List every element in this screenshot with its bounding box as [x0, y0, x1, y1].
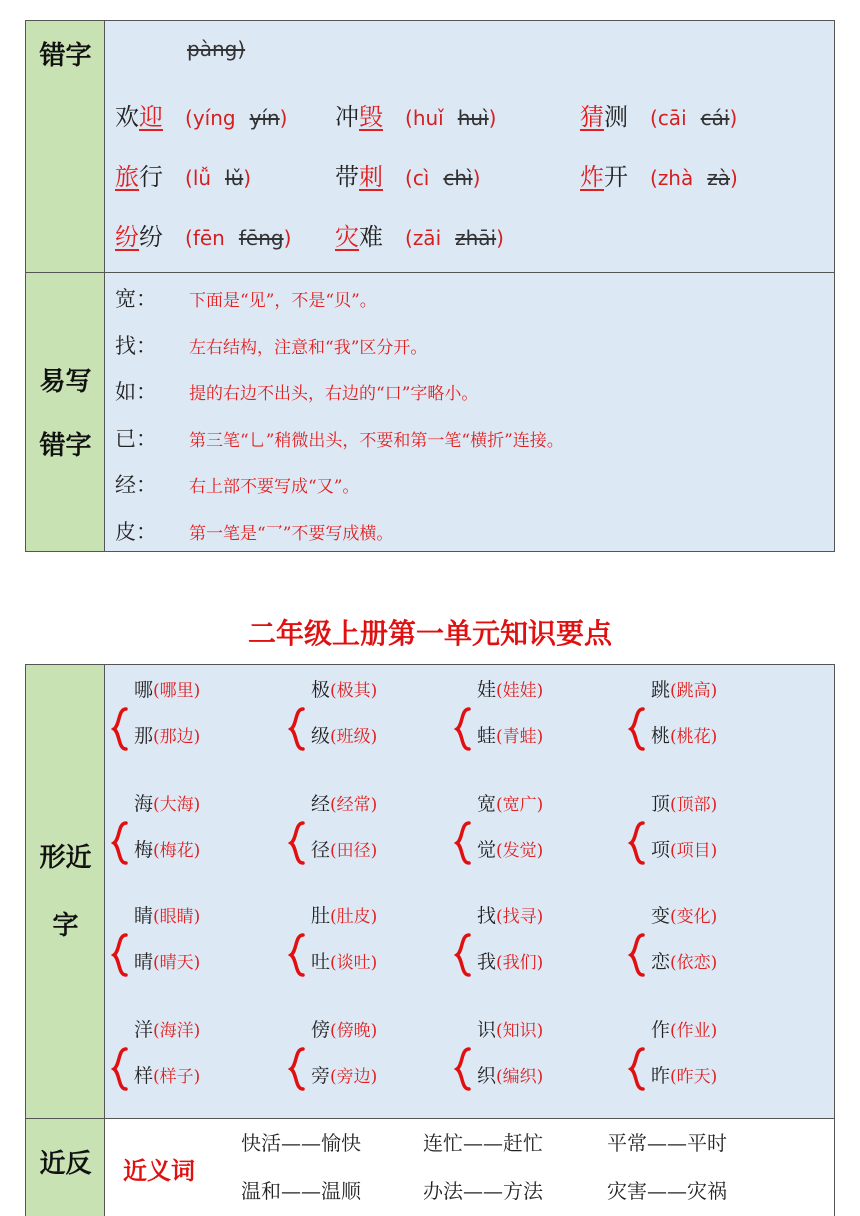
similar-char-pair: [110, 789, 280, 859]
char-a-word: (变化): [670, 907, 718, 927]
similar-char-a: [651, 675, 717, 702]
pinyin-close: ): [496, 226, 504, 250]
synonym-pair: 连忙——赶忙: [423, 1131, 543, 1155]
pinyin-correct: cì: [412, 166, 430, 190]
word-highlight: 灾: [335, 223, 359, 251]
pinyin-wrong: yín: [249, 106, 280, 130]
similar-char-pair: [453, 901, 623, 971]
similar-char-b: [651, 1061, 717, 1088]
char-a-word: (跳高): [670, 681, 718, 701]
word-plain: 难: [359, 223, 383, 251]
char-a-word: (知识): [496, 1021, 544, 1041]
easy-wrong-note: 第三笔“乚”稍微出头，不要和第一笔“横折”连接。: [189, 430, 564, 451]
wrong-char-word: [115, 223, 163, 251]
similar-char-pair: [627, 901, 797, 971]
similar-char-a: [134, 675, 200, 702]
wrong-char-word: [115, 103, 163, 131]
char-a-word: (大海): [153, 795, 201, 815]
curly-brace-icon: [110, 821, 130, 865]
char-b-word: (项目): [670, 841, 718, 861]
pinyin-correct: zāi: [412, 226, 442, 250]
synonym-pair: 办法——方法: [423, 1179, 543, 1203]
pinyin-open: (: [650, 166, 658, 190]
char-b-word: (晴天): [153, 953, 201, 973]
similar-char-a: [651, 789, 717, 816]
similar-char-a: [311, 901, 377, 928]
word-highlight: 纷: [115, 223, 139, 251]
easy-wrong-char: 如：: [115, 380, 157, 404]
char-b: 觉: [477, 839, 497, 861]
easy-wrong-note: 下面是“见”，不是“贝”。: [189, 291, 377, 311]
char-a: 作: [651, 1019, 671, 1041]
curly-brace-icon: [453, 1047, 473, 1091]
pinyin-open: (: [650, 106, 658, 130]
pinyin-group: [185, 166, 251, 190]
word-plain: 冲: [335, 103, 359, 131]
easy-wrong-char: 宽：: [115, 287, 157, 311]
char-b-word: (班级): [330, 727, 378, 747]
wrong-char-entry: [115, 157, 251, 192]
similar-char-a: [134, 1015, 200, 1042]
word-plain: 纷: [139, 223, 163, 251]
word-plain: 带: [335, 163, 359, 191]
char-b: 样: [134, 1065, 154, 1087]
pinyin-wrong: fēng: [238, 226, 284, 250]
similar-char-pair: [627, 675, 797, 745]
char-b-word: (昨天): [670, 1067, 718, 1087]
similar-char-b: [134, 721, 200, 748]
char-b: 径: [311, 839, 331, 861]
easy-wrong-char: 经：: [115, 473, 157, 497]
char-b: 织: [477, 1065, 497, 1087]
synonym-pair: 快活——愉快: [241, 1131, 361, 1155]
similar-char-pair: [287, 675, 457, 745]
char-a-word: (肚皮): [330, 907, 378, 927]
curly-brace-icon: [453, 821, 473, 865]
pinyin-close: ): [279, 106, 288, 130]
char-a-word: (宽广): [496, 795, 544, 815]
similar-chars-label-1: 形近: [39, 843, 92, 873]
char-b: 旁: [311, 1065, 331, 1087]
page-title: 二年级上册第一单元知识要点: [247, 617, 612, 650]
wrong-char-word: [335, 223, 383, 251]
wrong-char-word: [115, 163, 163, 191]
char-a: 娃: [477, 679, 497, 701]
char-b-word: (桃花): [670, 727, 718, 747]
easy-wrong-char: 找：: [115, 333, 157, 358]
similar-char-pair: [453, 1015, 623, 1085]
top-pinyin: [187, 37, 245, 61]
char-b: 梅: [134, 839, 154, 861]
char-a: 宽: [477, 793, 497, 815]
wrong-char-entry: [335, 97, 496, 132]
pinyin-correct: lǚ: [192, 166, 212, 190]
similar-char-a: [311, 789, 377, 816]
word-highlight: 炸: [580, 163, 604, 191]
synonym-label-cell: [26, 1119, 105, 1216]
pinyin-wrong: chì: [443, 166, 473, 190]
similar-char-a: [651, 901, 717, 928]
char-a-word: (经常): [330, 795, 378, 815]
char-b: 昨: [651, 1065, 671, 1087]
curly-brace-icon: [453, 707, 473, 751]
easy-wrong-note: 第一笔是“乛”不要写成横。: [189, 523, 394, 544]
pinyin-group: [650, 106, 737, 130]
char-b: 级: [311, 725, 331, 747]
pinyin-close: ): [283, 226, 292, 250]
similar-char-pair: [110, 901, 280, 971]
similar-char-b: [311, 835, 377, 862]
synonym-pair: 平常——平时: [607, 1131, 727, 1155]
pinyin-group: [185, 226, 291, 250]
wrong-char-entry: [335, 217, 504, 252]
word-highlight: 迎: [139, 103, 163, 131]
pinyin-open: (: [405, 106, 413, 130]
easy-wrong-char: 皮：: [115, 519, 157, 544]
similar-char-b: [311, 721, 377, 748]
synonym-body: [105, 1119, 834, 1216]
easy-wrong-note: 右上部不要写成“又”。: [189, 477, 360, 497]
char-b: 吐: [311, 951, 331, 973]
curly-brace-icon: [287, 821, 307, 865]
char-b: 那: [134, 725, 154, 747]
similar-char-pair: [287, 1015, 457, 1085]
char-a-word: (找寻): [496, 907, 544, 927]
char-b-word: (那边): [153, 727, 201, 747]
char-a: 极: [311, 679, 331, 701]
similar-char-b: [134, 1061, 200, 1088]
similar-char-b: [477, 1061, 543, 1088]
word-highlight: 猜: [580, 103, 604, 131]
similar-char-b: [477, 947, 543, 974]
char-a-word: (极其): [330, 681, 378, 701]
easy-wrong-table: [25, 272, 835, 552]
char-b-word: (我们): [496, 953, 544, 973]
char-a: 顶: [651, 793, 671, 815]
similar-char-b: [651, 835, 717, 862]
synonym-table: [25, 1118, 835, 1216]
curly-brace-icon: [110, 1047, 130, 1091]
easy-wrong-note: 提的右边不出头，右边的“口”字略小。: [189, 384, 479, 404]
word-plain: 开: [604, 163, 628, 191]
wrong-chars-table: [25, 20, 835, 273]
char-a: 睛: [134, 905, 154, 927]
char-b: 晴: [134, 951, 154, 973]
pinyin-correct: cāi: [657, 106, 687, 130]
char-a-word: (娃娃): [496, 681, 544, 701]
pinyin-wrong: zhāi: [455, 226, 497, 250]
wrong-chars-label: 错字: [39, 41, 92, 71]
pinyin-wrong: lǔ: [225, 166, 244, 190]
wrong-char-word: [580, 163, 628, 191]
wrong-char-entry: [115, 217, 291, 252]
char-a: 洋: [134, 1019, 154, 1041]
pinyin-wrong: zà: [707, 166, 731, 190]
similar-char-pair: [287, 901, 457, 971]
pinyin-close: ): [730, 166, 738, 190]
curly-brace-icon: [627, 821, 647, 865]
similar-char-b: [477, 721, 543, 748]
curly-brace-icon: [110, 707, 130, 751]
wrong-chars-body: [105, 21, 834, 272]
char-b-word: (谈吐): [330, 953, 378, 973]
word-highlight: 毁: [359, 103, 383, 131]
char-b-word: (依恋): [670, 953, 718, 973]
curly-brace-icon: [627, 933, 647, 977]
similar-char-a: [134, 789, 200, 816]
pinyin-wrong: huì: [457, 106, 489, 130]
char-b: 我: [477, 951, 497, 973]
char-a: 傍: [311, 1019, 331, 1041]
pinyin-close: ): [472, 166, 481, 190]
char-a-word: (顶部): [670, 795, 718, 815]
pinyin-correct: yíng: [192, 106, 236, 130]
pinyin-open: (: [185, 226, 193, 250]
similar-chars-table: [25, 664, 835, 1119]
char-b-word: (编织): [496, 1067, 544, 1087]
synonym-pair: 灾害——灾祸: [607, 1179, 727, 1203]
similar-char-a: [477, 789, 543, 816]
char-a-word: (海洋): [153, 1021, 201, 1041]
similar-char-b: [134, 835, 200, 862]
synonym-pair: 温和——温顺: [241, 1179, 361, 1203]
pinyin-group: [185, 106, 287, 130]
similar-char-b: [477, 835, 543, 862]
similar-char-b: [134, 947, 200, 974]
similar-char-a: [311, 675, 377, 702]
pinyin-close: ): [243, 166, 252, 190]
similar-char-a: [477, 675, 543, 702]
curly-brace-icon: [110, 933, 130, 977]
char-b: 蛙: [477, 725, 497, 747]
similar-char-b: [651, 721, 717, 748]
char-b-word: (发觉): [496, 841, 544, 861]
similar-char-a: [477, 1015, 543, 1042]
char-b: 桃: [651, 725, 671, 747]
char-a-word: (哪里): [153, 681, 201, 701]
synonym-sublabel: 近义词: [123, 1157, 195, 1185]
top-pinyin-text: pàng): [187, 37, 246, 61]
char-a-word: (作业): [670, 1021, 718, 1041]
char-b: 恋: [651, 951, 671, 973]
wrong-char-word: [335, 103, 383, 131]
similar-char-b: [311, 1061, 377, 1088]
pinyin-group: [405, 106, 496, 130]
similar-chars-label-cell: [26, 665, 105, 1118]
similar-chars-body: [105, 665, 834, 1118]
similar-char-pair: [627, 1015, 797, 1085]
char-a-word: (眼睛): [153, 907, 201, 927]
curly-brace-icon: [287, 933, 307, 977]
word-plain: 测: [604, 103, 628, 131]
similar-char-pair: [110, 675, 280, 745]
word-highlight: 刺: [359, 163, 383, 191]
similar-char-b: [311, 947, 377, 974]
pinyin-group: [405, 166, 480, 190]
pinyin-correct: zhà: [657, 166, 694, 190]
curly-brace-icon: [627, 1047, 647, 1091]
wrong-char-word: [580, 103, 628, 131]
similar-char-pair: [627, 789, 797, 859]
easy-wrong-body: [105, 273, 834, 551]
char-a: 跳: [651, 679, 671, 701]
pinyin-correct: fēn: [192, 226, 225, 250]
easy-wrong-label-cell: [26, 273, 105, 551]
word-plain: 欢: [115, 103, 139, 131]
similar-char-a: [134, 901, 200, 928]
char-b-word: (青蛙): [496, 727, 544, 747]
char-a-word: (傍晚): [330, 1021, 378, 1041]
curly-brace-icon: [627, 707, 647, 751]
char-a: 找: [477, 905, 497, 927]
char-a: 肚: [311, 905, 331, 927]
char-a: 哪: [134, 679, 154, 701]
pinyin-open: (: [185, 106, 193, 130]
wrong-chars-label-cell: [26, 21, 105, 272]
char-b-word: (样子): [153, 1067, 201, 1087]
similar-char-b: [651, 947, 717, 974]
similar-char-pair: [453, 675, 623, 745]
word-plain: 行: [139, 163, 163, 191]
char-b-word: (梅花): [153, 841, 201, 861]
curly-brace-icon: [453, 933, 473, 977]
easy-wrong-note: 左右结构，注意和“我”区分开。: [189, 337, 428, 358]
char-a: 变: [651, 905, 671, 927]
synonym-label: 近反: [39, 1149, 92, 1179]
similar-char-a: [651, 1015, 717, 1042]
similar-char-a: [311, 1015, 377, 1042]
easy-wrong-label-2: 错字: [39, 431, 92, 461]
char-a: 海: [134, 793, 154, 815]
wrong-char-word: [335, 163, 383, 191]
char-b-word: (田径): [330, 841, 378, 861]
pinyin-correct: huǐ: [412, 106, 444, 130]
wrong-char-entry: [580, 97, 737, 132]
similar-chars-label-2: 字: [52, 911, 79, 941]
wrong-char-entry: [115, 97, 287, 132]
pinyin-group: [405, 226, 504, 250]
pinyin-close: ): [488, 106, 497, 130]
pinyin-close: ): [729, 106, 738, 130]
similar-char-a: [477, 901, 543, 928]
char-b-word: (旁边): [330, 1067, 378, 1087]
pinyin-open: (: [185, 166, 193, 190]
word-highlight: 旅: [115, 163, 139, 191]
curly-brace-icon: [287, 1047, 307, 1091]
easy-wrong-char: 已：: [115, 426, 157, 451]
pinyin-group: [650, 166, 738, 190]
char-a: 识: [477, 1019, 497, 1041]
similar-char-pair: [453, 789, 623, 859]
pinyin-open: (: [405, 166, 413, 190]
wrong-char-entry: [580, 157, 738, 192]
similar-char-pair: [287, 789, 457, 859]
char-a: 经: [311, 793, 331, 815]
pinyin-wrong: cái: [700, 106, 730, 130]
similar-char-pair: [110, 1015, 280, 1085]
wrong-char-entry: [335, 157, 480, 192]
pinyin-open: (: [405, 226, 413, 250]
curly-brace-icon: [287, 707, 307, 751]
char-b: 项: [651, 839, 671, 861]
easy-wrong-label-1: 易写: [39, 367, 92, 397]
